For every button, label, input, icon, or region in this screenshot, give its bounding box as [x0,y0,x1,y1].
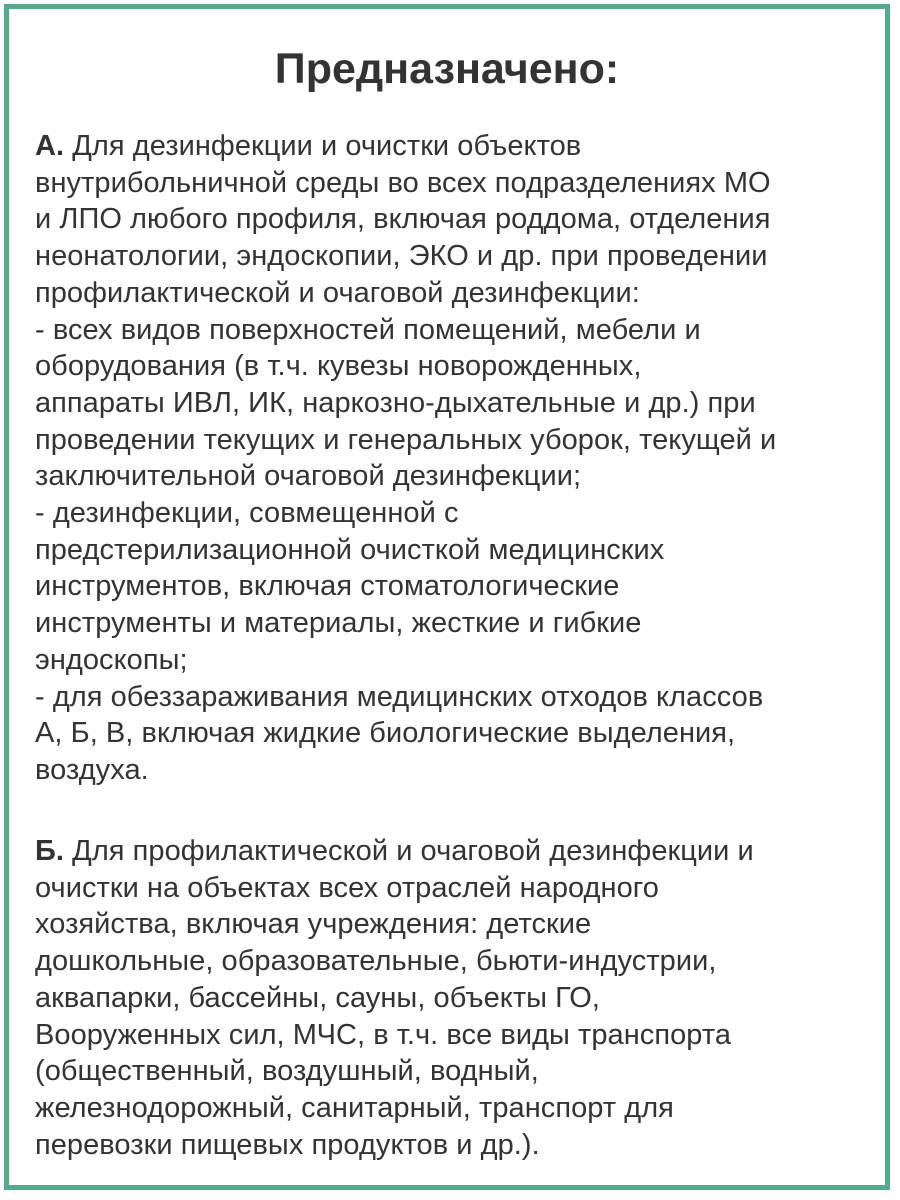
section-a-line: внутрибольничной среды во всех подразделениях МО [35,166,771,199]
section-a-line: заключительной очаговой дезинфекции; [35,460,582,493]
section-a-line: эндоскопы; [35,643,188,676]
section-a-line: проведении текущих и генеральных уборок, текущей и [35,423,777,456]
section-b-line: хозяйства, включая учреждения: детские [35,908,592,941]
section-b-line-text: Для профилактической и очаговой дезинфекции и [64,835,754,867]
section-a-line: неонатологии, эндоскопии, ЭКО и др. при проведении [35,240,768,273]
document-frame [4,4,890,1190]
section-b [35,833,867,1163]
section-a-line: - дезинфекции, совмещенной с [35,497,459,530]
section-b-line: дошкольные, образовательные, бьюти-индустрии, [35,945,717,978]
section-a [35,128,867,789]
section-b-line-1 [35,833,867,870]
section-b-line: железнодорожный, санитарный, транспорт для [35,1091,674,1124]
section-a-line: - всех видов поверхностей помещений, мебели и [35,313,701,346]
section-a-line: А, Б, В, включая жидкие биологические выделения, [35,717,736,750]
section-a-line: и ЛПО любого профиля, включая роддома, отделения [35,203,771,236]
section-b-line: перевозки пищевых продуктов и др.). [35,1128,540,1161]
section-a-line: предстерилизационной очисткой медицинских [35,533,665,566]
section-a-line: аппараты ИВЛ, ИК, наркозно-дыхательные и др.) при [35,386,756,419]
section-a-line-text: Для дезинфекции и очистки объектов [64,130,582,162]
section-b-line: аквапарки, бассейны, сауны, объекты ГО, [35,981,600,1014]
section-b-line: очистки на объектах всех отраслей народного [35,871,659,904]
section-a-line: профилактической и очаговой дезинфекции: [35,276,640,309]
page-title: Предназначено: [274,45,620,93]
section-b-marker: Б. [35,835,65,867]
section-a-line: - для обеззараживания медицинских отходов классов [35,680,764,713]
section-a-line-1 [35,128,867,165]
section-a-line: инструментов, включая стоматологические [35,570,620,603]
section-b-line: Вооруженных сил, МЧС, в т.ч. все виды транспорта [35,1018,732,1051]
section-a-line: оборудования (в т.ч. кувезы новорожденных, [35,350,642,383]
section-b-line: (общественный, воздушный, водный, [35,1055,539,1088]
section-a-line: инструменты и материалы, жесткие и гибкие [35,607,642,640]
section-a-line: воздуха. [35,753,149,786]
section-a-marker: А. [35,130,65,162]
